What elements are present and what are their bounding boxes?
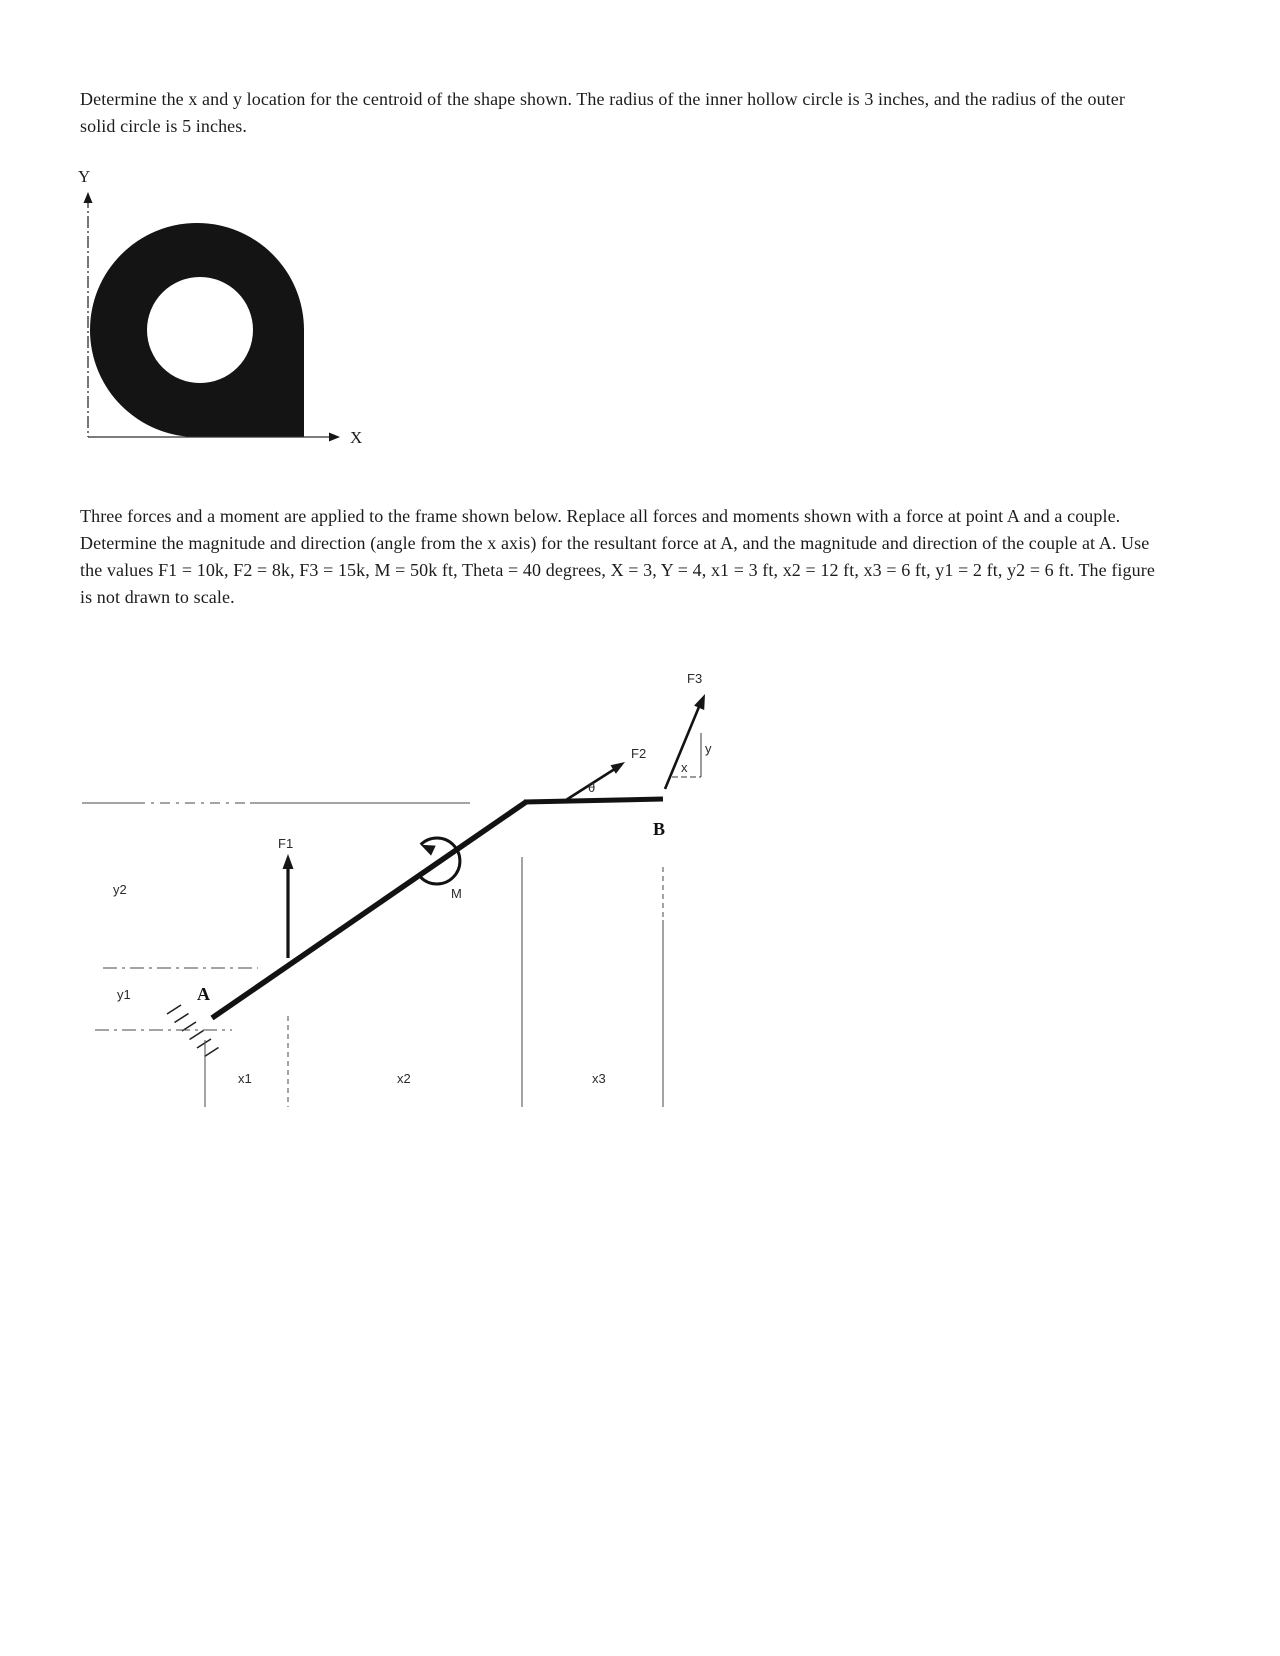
- frame-figure: [75, 658, 775, 1123]
- x-axis-arrowhead-icon: [329, 433, 340, 442]
- y1-label: y1: [117, 987, 131, 1002]
- f1-arrowhead-icon: [283, 854, 294, 869]
- centroid-figure: [70, 160, 370, 452]
- f2-label: F2: [631, 746, 647, 761]
- problem-2-text: Three forces and a moment are applied to the frame shown below. Replace all forces and moments shown with a force at point A and a couple. Determine the magnitude and direction (angle from the x axis) for the resultant force at A, and the magnitude and direction of the couple at A. Use the values F1 = 10k, F2 = 8k, F3 = 15k, M = 50k ft, Theta = 40 degrees, X = 3, Y = 4, x1 = 3 ft, x2 = 12 ft, x3 = 6 ft, y1 = 2 ft, y2 = 6 ft. The figure is not drawn to scale.: [80, 506, 1155, 607]
- inner-hollow-circle: [147, 277, 253, 383]
- f3-arrow-line: [665, 702, 701, 789]
- point-b-label: B: [653, 819, 666, 839]
- y-axis-arrowhead-icon: [84, 192, 93, 203]
- slope-x-label: x: [681, 760, 688, 775]
- moment-arrowhead-icon: [418, 840, 435, 856]
- x3-label: x3: [592, 1071, 606, 1086]
- point-a-label: A: [197, 984, 210, 1004]
- f3-arrowhead-icon: [694, 692, 710, 710]
- y2-label: y2: [113, 882, 127, 897]
- support-hatching: [167, 1005, 219, 1057]
- y-axis-label: Y: [78, 167, 91, 186]
- frame-diagonal-member: [212, 802, 526, 1018]
- f3-label: F3: [687, 671, 703, 686]
- frame-horizontal-member: [524, 799, 663, 802]
- slope-y-label: y: [705, 741, 712, 756]
- moment-label: M: [451, 886, 462, 901]
- x2-label: x2: [397, 1071, 411, 1086]
- x-axis-label: X: [350, 428, 363, 447]
- theta-label: θ: [588, 780, 596, 795]
- f1-label: F1: [278, 836, 294, 851]
- x1-label: x1: [238, 1071, 252, 1086]
- problem-1-text: Determine the x and y location for the centroid of the shape shown. The radius of the inner hollow circle is 3 inches, and the radius of the outer solid circle is 5 inches.: [80, 89, 1125, 136]
